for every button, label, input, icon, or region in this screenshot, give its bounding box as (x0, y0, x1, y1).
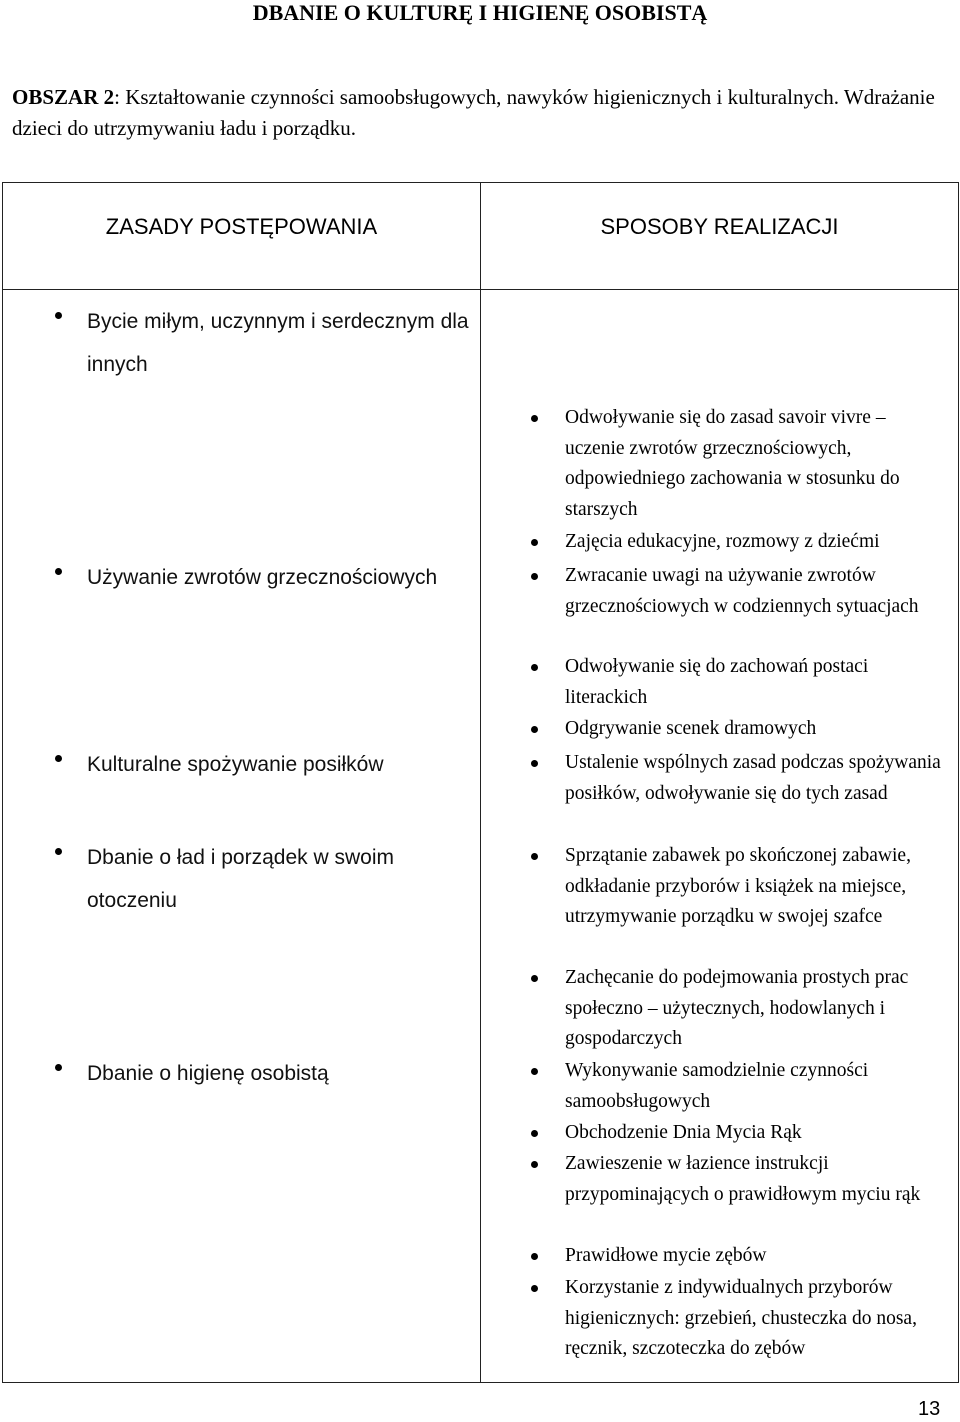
list-item (3, 556, 473, 599)
list-item (3, 836, 473, 922)
method-text: Zachęcanie do podejmowania prostych prac społeczno – użytecznych, hodowlanych i gospodarczych (565, 967, 909, 1049)
bullet-icon (531, 853, 538, 860)
method-text: Wykonywanie samodzielnie czynności samoobsługowych (565, 1060, 869, 1112)
bullet-icon (531, 726, 538, 733)
list-item (481, 963, 951, 1055)
bullet-icon (531, 415, 538, 422)
list-item (481, 1273, 951, 1365)
list-item (481, 652, 951, 713)
principles-cell (3, 290, 481, 1383)
bullet-icon (531, 1285, 538, 1292)
bullet-icon (55, 568, 62, 575)
header-principles: ZASADY POSTĘPOWANIA (105, 214, 378, 239)
bullet-icon (531, 539, 538, 546)
method-text: Odwoływanie się do zachowań postaci literackich (565, 656, 869, 708)
header-cell-methods (481, 183, 959, 290)
list-item (481, 841, 951, 933)
list-item (481, 748, 951, 809)
bullet-icon (531, 573, 538, 580)
bullet-icon (55, 848, 62, 855)
method-text: Ustalenie wspólnych zasad podczas spożywania posiłków, odwoływanie się do tych zasad (565, 752, 941, 804)
principle-text: Używanie zwrotów grzecznościowych (87, 566, 438, 589)
list-item (3, 300, 473, 386)
list-item (481, 527, 951, 558)
list-item (481, 1241, 951, 1272)
header-cell-principles (3, 183, 481, 290)
list-item (3, 1052, 473, 1095)
area-text: : Kształtowanie czynności samoobsługowych, nawyków higienicznych i kulturalnych. Wdrażanie dzieci do utrzymywaniu ładu i porządku. (12, 85, 935, 140)
bullet-icon (55, 312, 62, 319)
method-text: Odwoływanie się do zasad savoir vivre – uczenie zwrotów grzecznościowych, odpowiedniego zachowania w stosunku do starszych (565, 407, 900, 520)
document-title: DBANIE O KULTURĘ I HIGIENĘ OSOBISTĄ (252, 0, 708, 25)
method-text: Odgrywanie scenek dramowych (565, 718, 817, 739)
method-text: Obchodzenie Dnia Mycia Rąk (565, 1122, 802, 1143)
principle-text: Dbanie o ład i porządek w swoim otoczeniu (87, 846, 394, 912)
list-item (481, 1056, 951, 1117)
bullet-icon (531, 975, 538, 982)
header-methods: SPOSOBY REALIZACJI (600, 214, 839, 239)
area-label: OBSZAR 2 (12, 85, 115, 109)
table-body-row (3, 290, 959, 1383)
bullet-icon (531, 664, 538, 671)
list-item (3, 743, 473, 786)
method-text: Prawidłowe mycie zębów (565, 1245, 767, 1266)
methods-cell (481, 290, 959, 1383)
method-text: Korzystanie z indywidualnych przyborów higienicznych: grzebień, chusteczka do nosa, ręcznik, szczoteczka do zębów (565, 1277, 917, 1359)
method-text: Zwracanie uwagi na używanie zwrotów grzecznościowych w codziennych sytuacjach (565, 565, 919, 617)
bullet-icon (531, 1068, 538, 1075)
principle-text: Bycie miłym, uczynnym i serdecznym dla innych (87, 310, 469, 376)
method-text: Zajęcia edukacyjne, rozmowy z dziećmi (565, 531, 880, 552)
list-item (481, 1118, 951, 1149)
list-item (481, 1149, 951, 1210)
list-item (481, 714, 951, 745)
activity-table (2, 182, 959, 1383)
bullet-icon (55, 1064, 62, 1071)
area-description (12, 82, 942, 144)
bullet-icon (531, 1130, 538, 1137)
bullet-icon (531, 1161, 538, 1168)
list-item (481, 403, 951, 525)
table-header-row (3, 183, 959, 290)
method-text: Sprzątanie zabawek po skończonej zabawie, odkładanie przyborów i książek na miejsce, utrzymywanie porządku w swojej szafce (565, 845, 911, 927)
page-number: 13 (918, 1398, 941, 1420)
principle-text: Kulturalne spożywanie posiłków (87, 753, 384, 776)
method-text: Zawieszenie w łazience instrukcji przypominających o prawidłowym myciu rąk (565, 1153, 921, 1205)
bullet-icon (55, 755, 62, 762)
bullet-icon (531, 760, 538, 767)
bullet-icon (531, 1253, 538, 1260)
principle-text: Dbanie o higienę osobistą (87, 1062, 329, 1085)
list-item (481, 561, 951, 622)
